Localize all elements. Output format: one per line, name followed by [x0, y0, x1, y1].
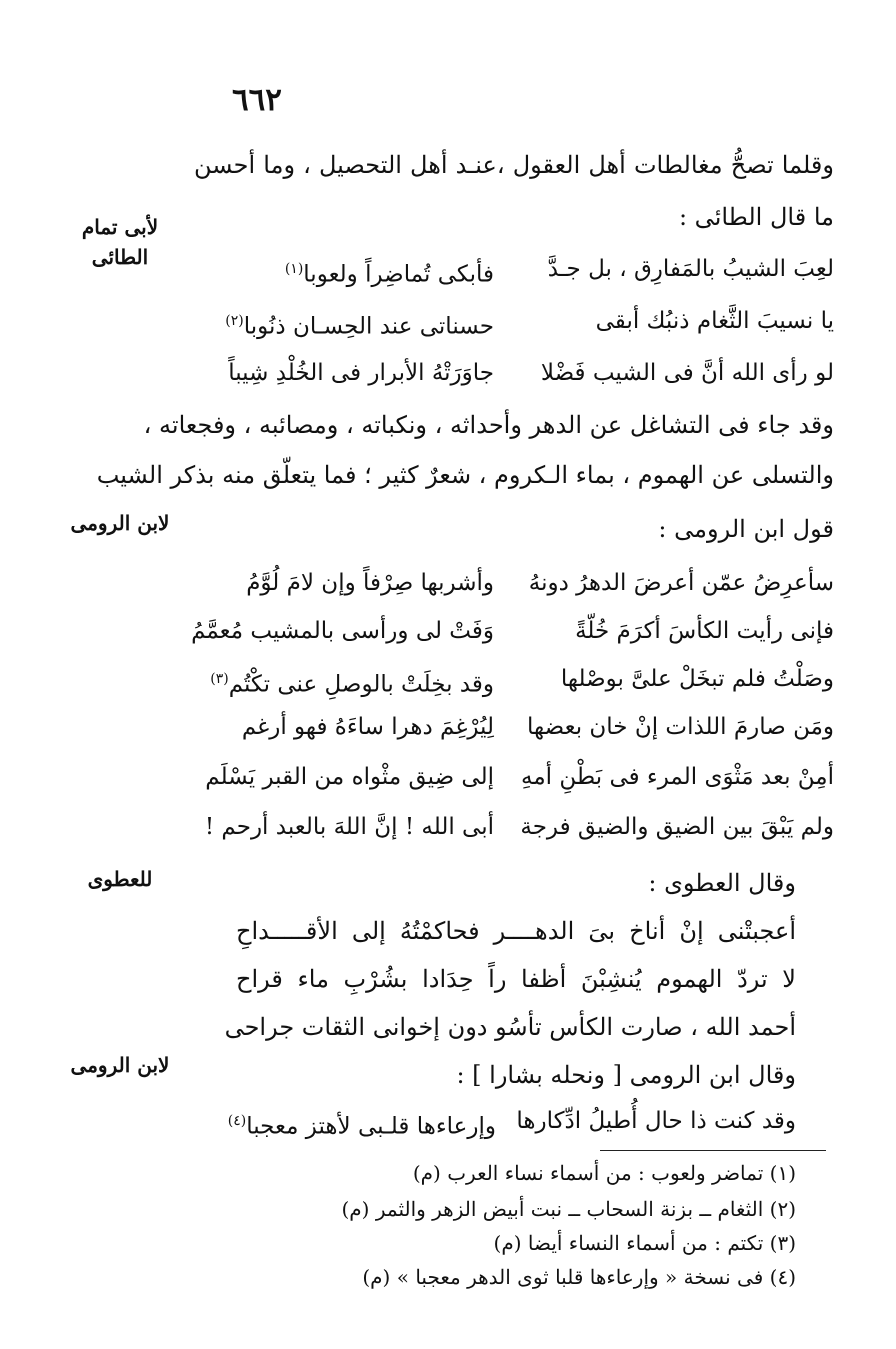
verse-text: وإرعاءها قلـبى لأهتز معجبا [246, 1113, 496, 1140]
verse-hemistich-1: أمِنْ بعد مَثْوَى المرء فى بَطْنِ أمهِ [521, 764, 834, 790]
verse-hemistich-1: وقد كنت ذا حال أُطيلُ ادِّكارها [516, 1108, 796, 1134]
margin-note-taie [70, 212, 170, 272]
text-line: وقد جاء فى التشاغل عن الدهر وأحداثه ، ونكباته ، ومصائبه ، وفجعاته ، [143, 411, 834, 439]
footnote-marker: (٢) [225, 313, 244, 329]
margin-note-otawi: للعطوى [87, 867, 153, 891]
margin-note-line: الطائى [91, 245, 149, 269]
verse-line: أعجبتْنى إنْ أناخ بىَ الدهــــر فحاكمْتُهُ إلى الأقـــــداحِ [236, 917, 796, 945]
footnote-marker: (٣) [210, 671, 229, 687]
margin-note-rumi: لابن الرومى [70, 511, 170, 535]
footnote: (١) تماضر ولعوب : من أسماء نساء العرب (م) [412, 1161, 796, 1185]
footnote-separator [600, 1150, 826, 1151]
text-line: وقلما تصحُّ مغالطات أهل العقول ،عنـد أهل التحصيل ، وما أحسن [194, 151, 834, 179]
verse-hemistich-1: يا نسيبَ الثَّغام ذنبُك أبقى [595, 308, 834, 334]
text-line: ما قال الطائى : [678, 203, 834, 231]
verse-line: أحمد الله ، صارت الكأس تأسُو دون إخوانى الثقات جراحى [224, 1013, 796, 1041]
verse-hemistich-1: سأعرِضُ عمّن أعرضَ الدهرُ دونهُ [528, 570, 834, 596]
verse-hemistich-1: ولم يَبْقَ بين الضيق والضيق فرجة [520, 814, 834, 840]
verse-hemistich-2 [164, 304, 494, 344]
page-number: ٦٦٢ [232, 82, 282, 118]
verse-hemistich-1: ومَن صارمَ اللذات إنْ خان بعضها [527, 714, 834, 740]
footnote: (٤) فى نسخة « وإرعاءها قلبا ثوى الدهر معجبا » (م) [362, 1265, 796, 1289]
footnote: (٢) الثغام ــ بزنة السحاب ــ نبت أبيض الزهر والثمر (م) [341, 1197, 796, 1221]
text-line: وقال ابن الرومى [ ونحله بشارا ] : [456, 1061, 796, 1089]
verse-hemistich-2: وَفَتْ لى ورأسى بالمشيب مُعمَّمُ [191, 618, 494, 644]
verse-hemistich-2: لِيُرْغِمَ دهرا ساءَهُ فهو أرغم [241, 714, 494, 740]
verse-hemistich-1: لعِبَ الشيبُ بالمَفارِق ، بل جـدَّ [547, 256, 834, 282]
verse-line: لا تردّ الهموم يُنشِبْنَ أظفا راً حِدَادا بشُرْبِ ماء قراح [236, 965, 796, 993]
verse-hemistich-2 [164, 252, 494, 292]
footnote-marker: (١) [284, 261, 304, 277]
margin-note-line: لأبى تمام [81, 215, 159, 239]
verse-hemistich-2: جاوَرَتْهُ الأبرار فى الخُلْدِ شِيباً [228, 360, 494, 386]
verse-text: فأبكى تُماضِراً ولعوبا [303, 261, 494, 288]
text-line: قول ابن الرومى : [658, 515, 834, 543]
verse-hemistich-2: إلى ضِيق مثْواه من القبر يَسْلَم [205, 764, 494, 790]
verse-hemistich-2: أبى الله ! إنَّ اللهَ بالعبد أرحم ! [204, 814, 494, 840]
text-line: والتسلى عن الهموم ، بماء الـكروم ، شعرٌ كثير ؛ فما يتعلّق منه بذكر الشيب [96, 461, 834, 489]
verse-hemistich-2 [196, 1104, 496, 1144]
verse-hemistich-2: وأشربها صِرْفاً وإن لامَ لُوَّمُ [246, 570, 494, 596]
verse-hemistich-1: وصَلْتُ فلم تبخَلْ علىَّ بوصْلها [560, 666, 834, 692]
verse-hemistich-1: فإنى رأيت الكأسَ أكرَمَ خُلّةً [575, 618, 834, 644]
footnote: (٣) تكتم : من أسماء النساء أيضا (م) [493, 1231, 796, 1255]
footnote-marker: (٤) [227, 1113, 247, 1129]
verse-text: وقد بخِلَتْ بالوصلِ عنى تكْتُم [228, 671, 494, 698]
verse-hemistich-2 [164, 662, 494, 702]
margin-note-rumi: لابن الرومى [70, 1053, 170, 1077]
verse-hemistich-1: لو رأى الله أنَّ فى الشيب فَضْلا [540, 360, 834, 386]
text-line: وقال العطوى : [648, 869, 796, 897]
verse-text: حسناتى عند الحِسـان ذنُوبا [243, 313, 494, 340]
